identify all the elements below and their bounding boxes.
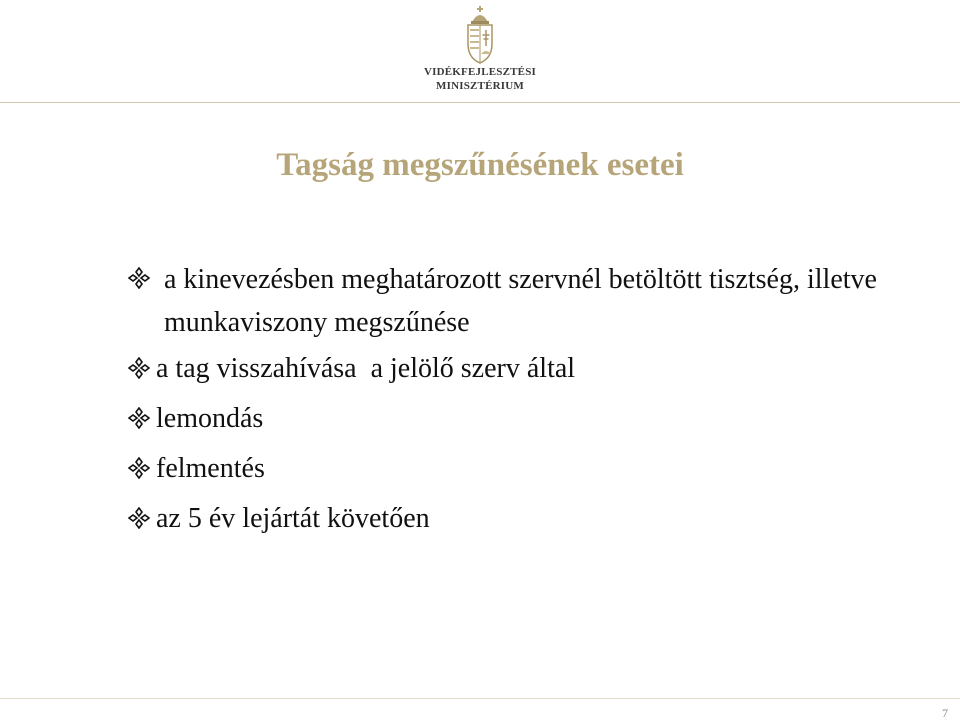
bullet-text: az 5 év lejártát követően (156, 503, 430, 534)
ministry-name-line1: VIDÉKFEJLESZTÉSI (423, 66, 537, 78)
bullet-text: lemondás (156, 403, 264, 434)
bullet-list (128, 258, 888, 544)
list-item (128, 394, 888, 444)
bullet-text: felmentés (156, 453, 265, 484)
diamond-bullet-icon (128, 507, 150, 529)
list-item (128, 258, 888, 344)
ministry-name-line2: MINISZTÉRIUM (436, 80, 524, 92)
bullet-text: a kinevezésben meghatározott szervnél betöltött tisztség, illetve munkaviszony megszűnése (164, 264, 877, 338)
ministry-logo (418, 4, 542, 98)
page-number: 7 (942, 706, 948, 720)
diamond-bullet-icon (128, 357, 150, 379)
header-divider (0, 102, 960, 103)
bullet-text: a tag visszahívása a jelölő szerv által (156, 353, 576, 384)
slide-title: Tagság megszűnésének esetei (276, 147, 684, 183)
slide-header (0, 0, 960, 104)
list-item (128, 494, 888, 544)
coat-of-arms-icon (462, 4, 498, 66)
diamond-bullet-icon (128, 267, 150, 289)
list-item (128, 344, 888, 394)
footer-divider (0, 698, 960, 699)
diamond-bullet-icon (128, 407, 150, 429)
list-item (128, 444, 888, 494)
diamond-bullet-icon (128, 457, 150, 479)
